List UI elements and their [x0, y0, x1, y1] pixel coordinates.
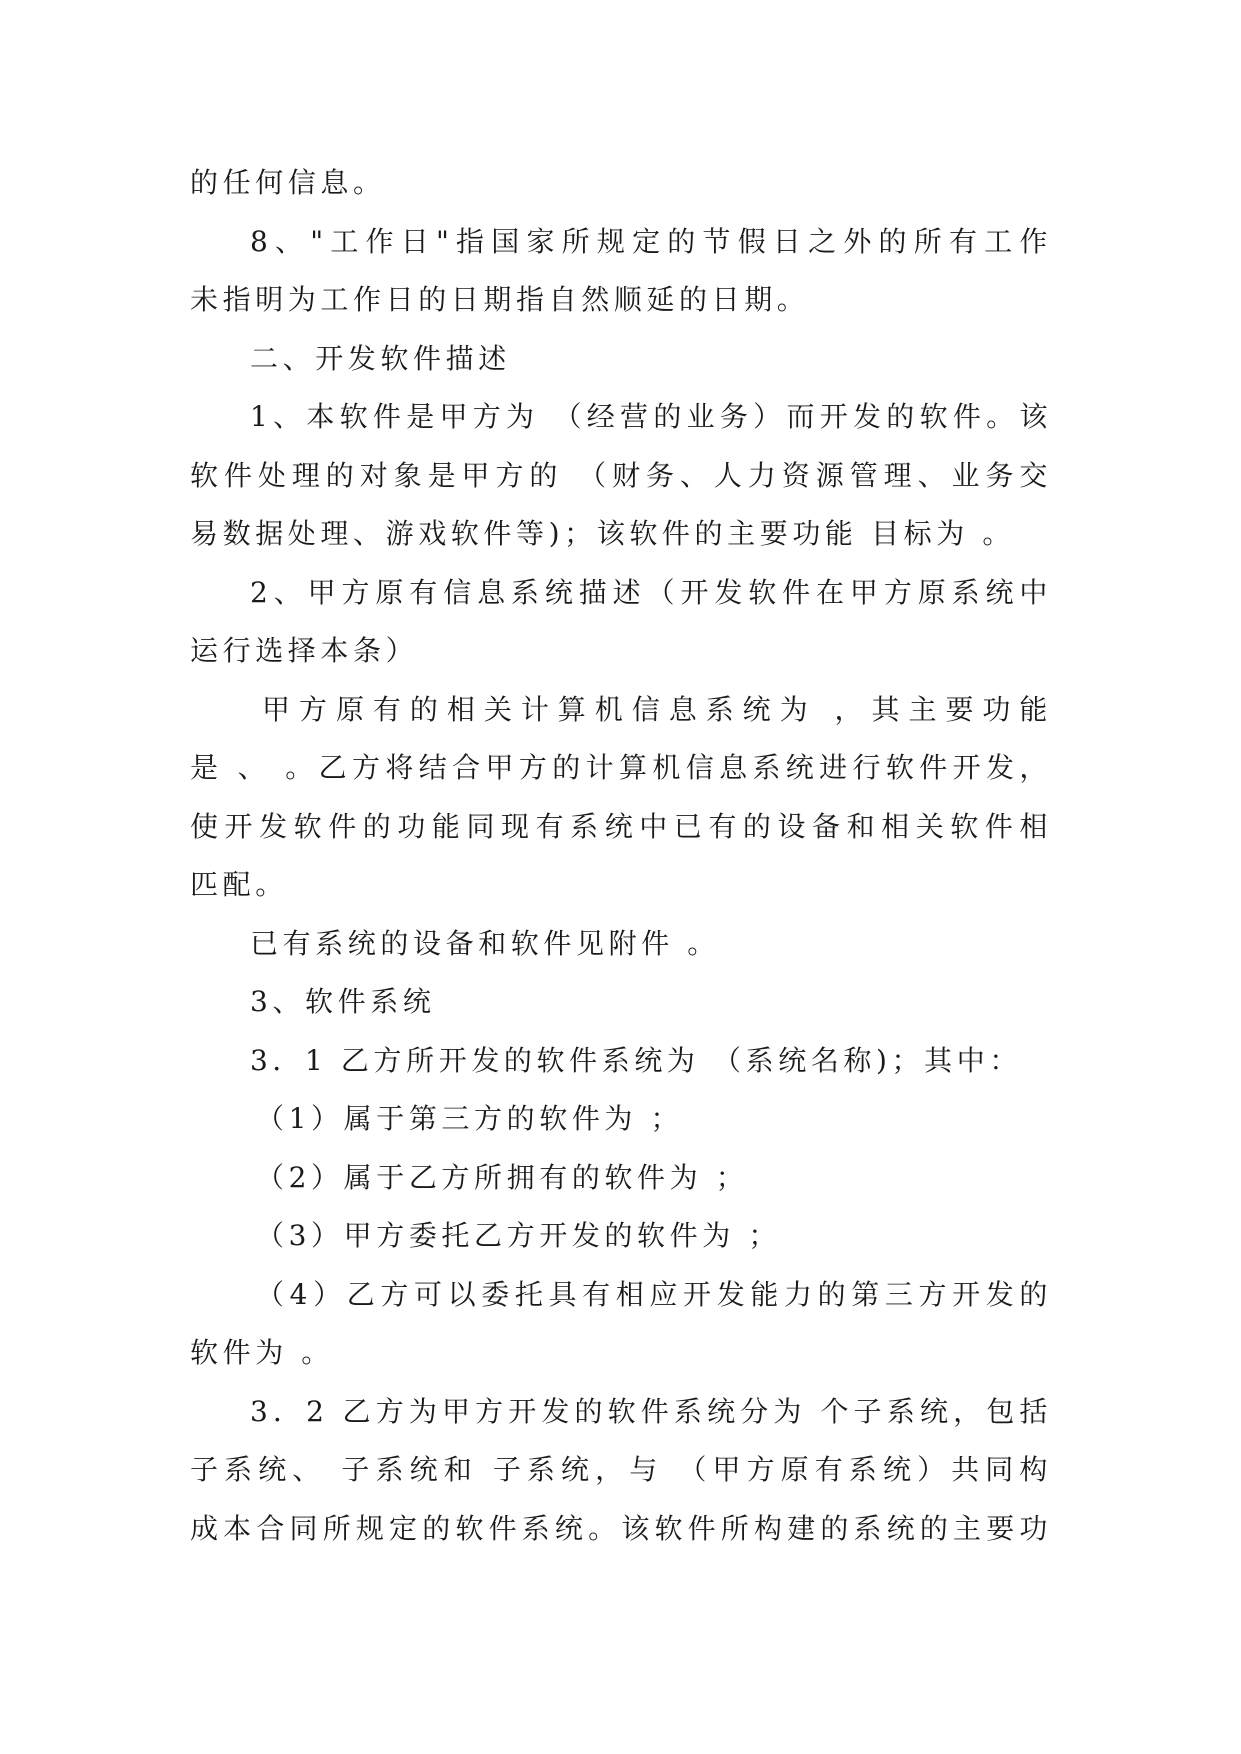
text-line: 未指明为工作日的日期指自然顺延的日期。: [190, 283, 810, 316]
document-body: [190, 154, 1052, 1558]
text-line: （2）属于乙方所拥有的软件为 ；: [256, 1160, 749, 1194]
text-line: 8、"工作日"指国家所规定的节假日之外的所有工作: [250, 224, 1052, 258]
text-line: 1、本软件是甲方为 （经营的业务）而开发的软件。该: [250, 400, 1052, 433]
text-line: 使开发软件的功能同现有系统中已有的设备和相关软件相: [190, 809, 1052, 843]
text-line: 匹配。: [190, 868, 288, 901]
text-line: 二、开发软件描述: [250, 341, 511, 375]
text-line: （4）乙方可以委托具有相应开发能力的第三方开发的: [256, 1277, 1052, 1311]
text-line: （1）属于第三方的软件为 ；: [256, 1102, 684, 1135]
text-line: 2、甲方原有信息系统描述（开发软件在甲方原系统中: [250, 575, 1052, 609]
text-line: 3．2 乙方为甲方开发的软件系统分为 个子系统，包括: [250, 1394, 1052, 1428]
text-line: 软件为 。: [190, 1336, 334, 1369]
text-line: 的任何信息。: [190, 166, 386, 199]
text-line: 已有系统的设备和软件见附件 。: [250, 926, 720, 960]
text-line: 3、软件系统: [250, 985, 436, 1018]
text-line: 是 、 。乙方将结合甲方的计算机信息系统进行软件开发，: [190, 751, 1052, 784]
text-line: 3．1 乙方所开发的软件系统为 （系统名称)；其中：: [250, 1043, 1022, 1077]
text-line: 易数据处理、游戏软件等)；该软件的主要功能 目标为 。: [190, 517, 1015, 550]
text-line: （3）甲方委托乙方开发的软件为 ；: [256, 1219, 781, 1252]
text-line: 子系统、 子系统和 子系统，与 （甲方原有系统）共同构: [190, 1453, 1052, 1486]
text-line: 甲方原有的相关计算机信息系统为 ，其主要功能: [262, 692, 1052, 726]
text-line: 成本合同所规定的软件系统。该软件所构建的系统的主要功: [190, 1511, 1052, 1545]
text-line: 运行选择本条）: [190, 634, 419, 667]
text-line: 软件处理的对象是甲方的 （财务、人力资源管理、业务交: [190, 458, 1052, 492]
